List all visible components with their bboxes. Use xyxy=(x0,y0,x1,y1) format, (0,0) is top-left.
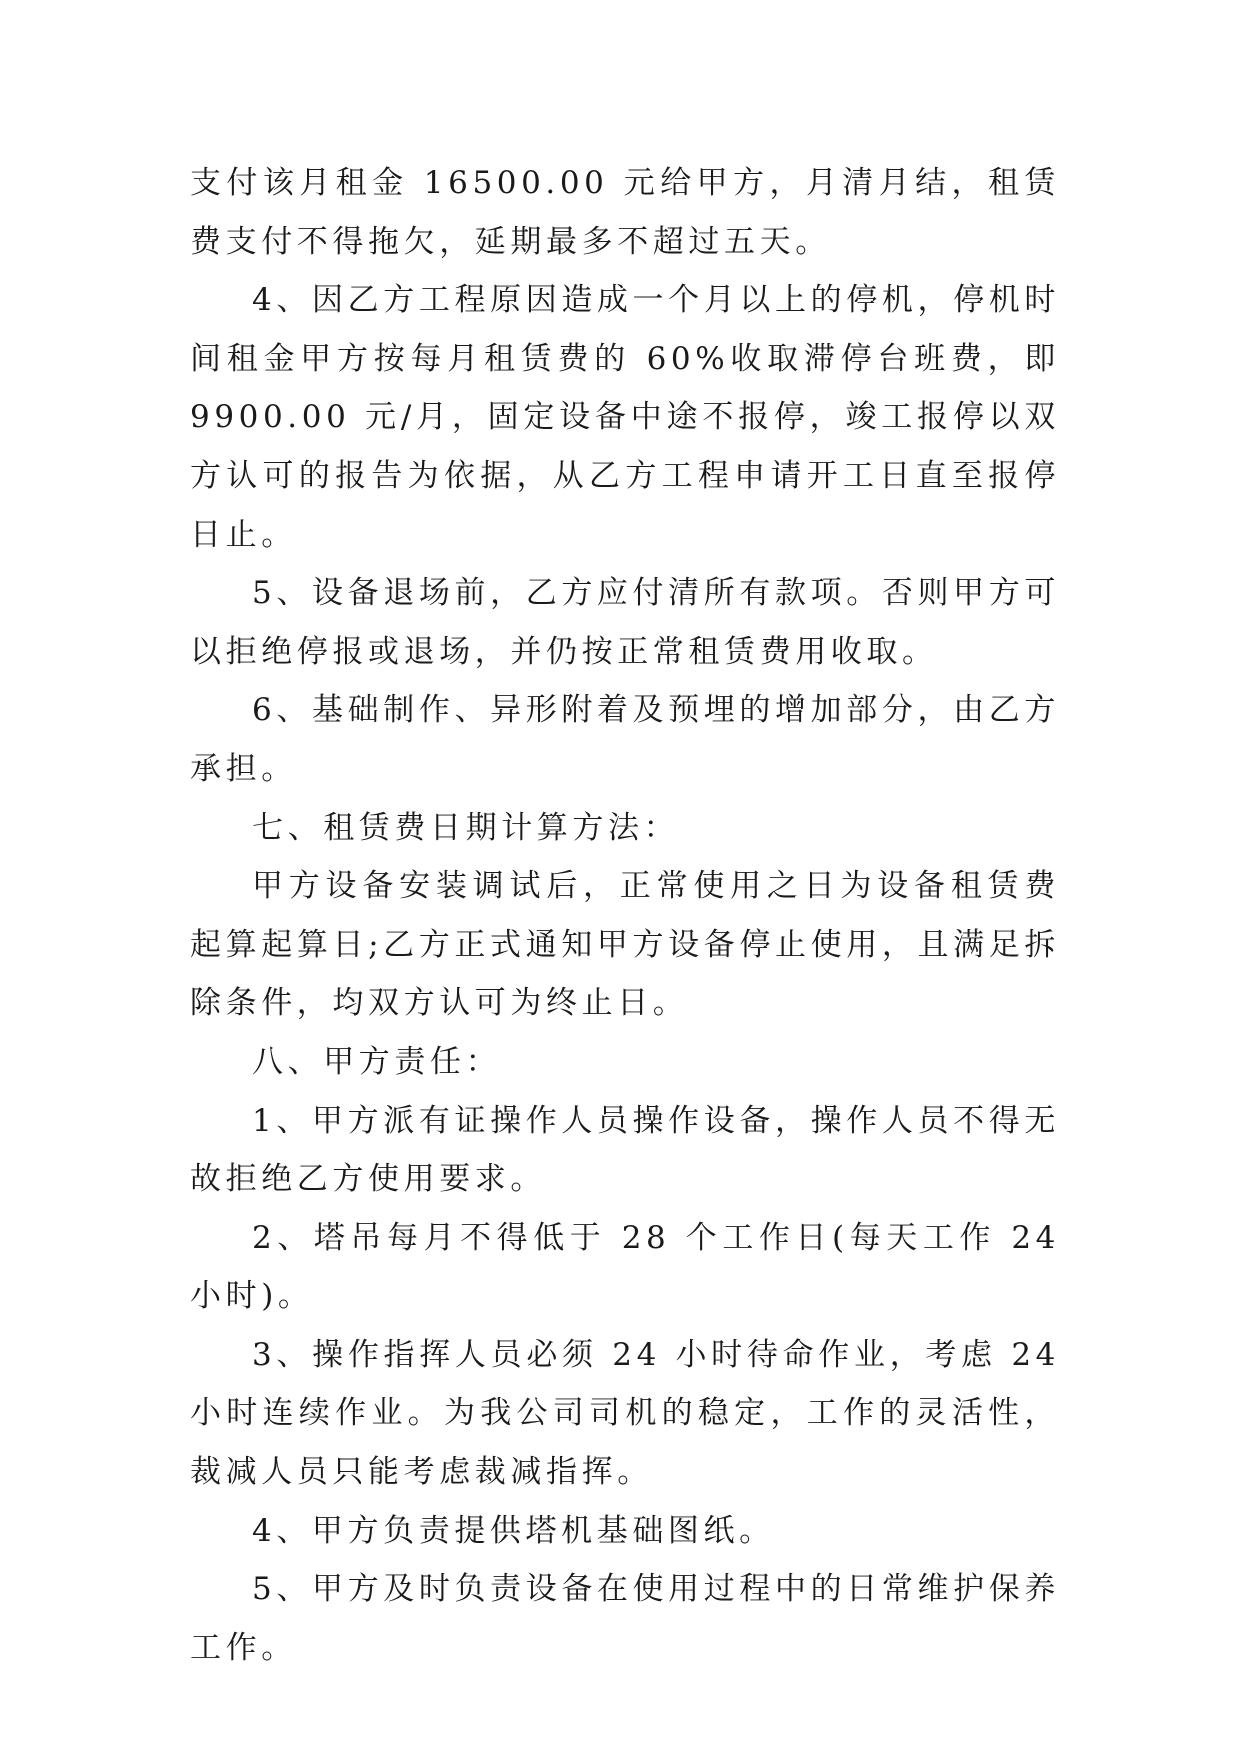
section-heading-7-rent-date: 七、租赁费日期计算方法： xyxy=(252,809,680,846)
paragraph-clause-6-foundation: 6、基础制作、异形附着及预埋的增加部分，由乙方承担。 xyxy=(190,692,1060,787)
paragraph-duty-5-maintenance: 5、甲方及时负责设备在使用过程中的日常维护保养工作。 xyxy=(190,1571,1060,1666)
paragraph-rent-date-method: 甲方设备安装调试后，正常使用之日为设备租赁费起算起算日;乙方正式通知甲方设备停止使用，且满足拆除条件，均双方认可为终止日。 xyxy=(190,868,1060,1022)
document-body xyxy=(190,154,1060,1677)
paragraph-clause-5-settlement: 5、设备退场前，乙方应付清所有款项。否则甲方可以拒绝停报或退场，并仍按正常租赁费用收取。 xyxy=(190,575,1060,670)
paragraph-clause-4-downtime: 4、因乙方工程原因造成一个月以上的停机，停机时间租金甲方按每月租赁费的 60%收取滞停台班费，即 9900.00 元/月，固定设备中途不报停，竣工报停以双方认可的报告为依据，从乙方工程申请开工日直至报停日止。 xyxy=(190,282,1060,553)
section-heading-8-party-a: 八、甲方责任： xyxy=(252,1043,502,1080)
paragraph-duty-3-standby: 3、操作指挥人员必须 24 小时待命作业，考虑 24 小时连续作业。为我公司司机的稳定，工作的灵活性，裁减人员只能考虑裁减指挥。 xyxy=(190,1336,1060,1491)
paragraph-duty-2-workdays: 2、塔吊每月不得低于 28 个工作日(每天工作 24 小时)。 xyxy=(190,1219,1060,1315)
paragraph-duty-4-drawings: 4、甲方负责提供塔机基础图纸。 xyxy=(252,1512,775,1549)
paragraph-rent-payment: 支付该月租金 16500.00 元给甲方，月清月结，租赁费支付不得拖欠，延期最多不超过五天。 xyxy=(190,165,1060,260)
paragraph-duty-1-operators: 1、甲方派有证操作人员操作设备，操作人员不得无故拒绝乙方使用要求。 xyxy=(190,1102,1060,1198)
